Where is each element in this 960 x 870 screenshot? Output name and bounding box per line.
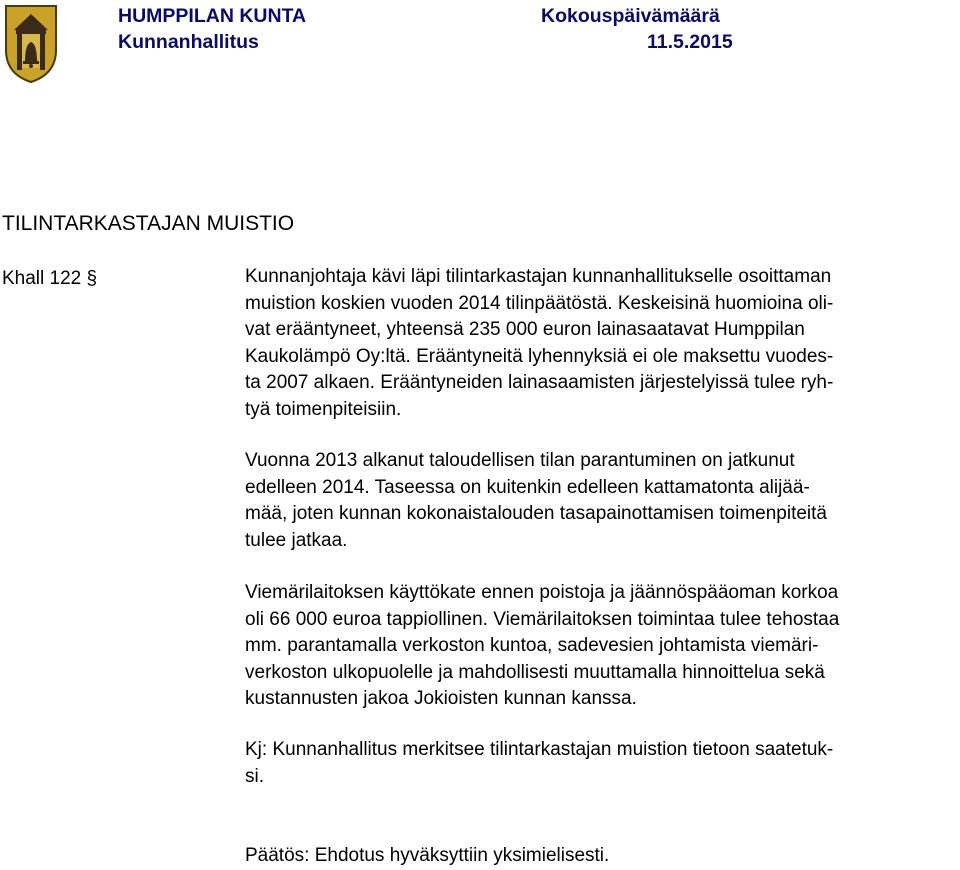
paragraph-line: ta 2007 alkaen. Erääntyneiden lainasaamisten järjestelyissä tulee ryh-	[245, 372, 834, 394]
paragraph-line: Viemärilaitoksen käyttökate ennen poistoja ja jäännöspääoman korkoa	[245, 582, 839, 603]
proposal-line: Kj: Kunnanhallitus merkitsee tilintarkastajan muistion tietoon saatetuk-	[245, 739, 834, 760]
section-label: Khall 122 §	[2, 268, 98, 289]
paragraph-line: tyä toimenpiteisiin.	[245, 398, 402, 420]
document-title: TILINTARKASTAJAN MUISTIO	[2, 212, 295, 235]
body-name: Kunnanhallitus	[118, 31, 259, 53]
paragraph-line: Vuonna 2013 alkanut taloudellisen tilan parantuminen on jatkunut	[245, 450, 795, 471]
paragraph-1	[245, 264, 957, 424]
paragraph-line: Kunnanjohtaja kävi läpi tilintarkastajan kunnanhallitukselle osoittaman	[245, 266, 832, 287]
paragraph-line: vat erääntyneet, yhteensä 235 000 euron lainasaatavat Humppilan	[245, 319, 805, 341]
meeting-date: 11.5.2015	[647, 31, 733, 53]
decision-line: Päätös: Ehdotus hyväksyttiin yksimielisesti.	[245, 845, 610, 866]
coat-of-arms-logo	[4, 4, 58, 84]
paragraph-line: edelleen 2014. Taseessa on kuitenkin edelleen kattamatonta alijää-	[245, 476, 810, 498]
meeting-date-label: Kokouspäivämäärä	[541, 5, 720, 27]
paragraph-line: tulee jatkaa.	[245, 529, 348, 551]
paragraph-line: Kaukolämpö Oy:ltä. Erääntyneitä lyhennyksiä ei ole maksettu vuodes-	[245, 345, 834, 367]
paragraph-line: kustannusten jakoa Jokioisten kunnan kanssa.	[245, 688, 637, 710]
paragraph-line: verkoston ulkopuolelle ja mahdollisesti muuttamalla hinnoittelua sekä	[245, 661, 825, 683]
decision	[245, 843, 957, 870]
proposal-line: si.	[245, 765, 264, 787]
paragraph-2	[245, 448, 957, 554]
paragraph-line: muistion koskien vuoden 2014 tilinpäätöstä. Keskeisinä huomioina oli-	[245, 292, 834, 314]
municipality-name: HUMPPILAN KUNTA	[118, 5, 307, 27]
paragraph-line: mää, joten kunnan kokonaistalouden tasapainottamisen toimenpiteitä	[245, 503, 827, 525]
paragraph-line: mm. parantamalla verkoston kuntoa, sadevesien johtamista viemäri-	[245, 635, 819, 657]
proposal	[245, 737, 957, 790]
paragraph-line: oli 66 000 euroa tappiollinen. Viemärilaitoksen toimintaa tulee tehostaa	[245, 608, 840, 630]
paragraph-3	[245, 580, 957, 713]
